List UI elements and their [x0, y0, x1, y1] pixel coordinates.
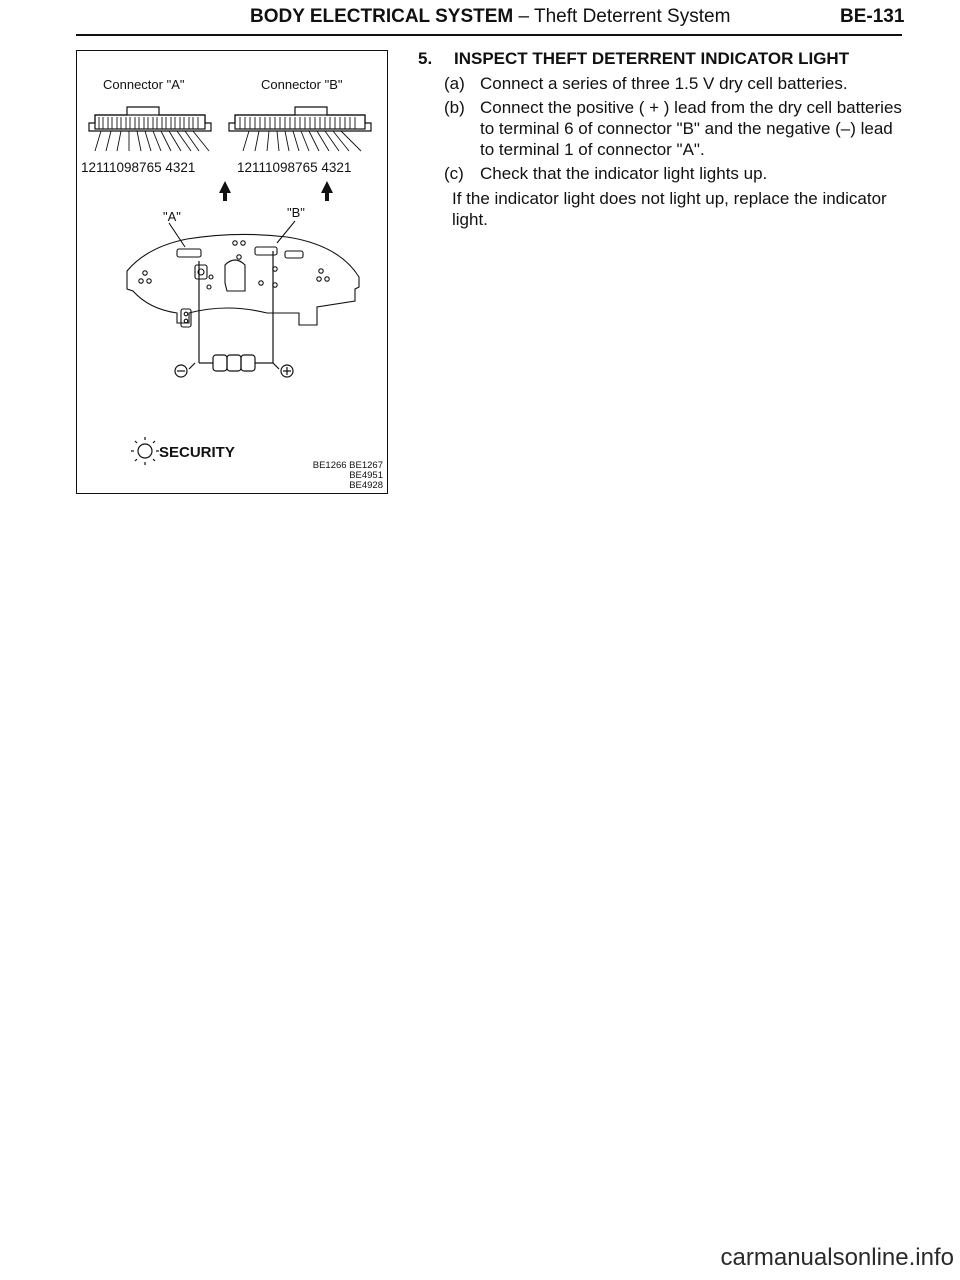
up-arrow-icon — [219, 181, 333, 201]
header-rule — [76, 34, 902, 36]
wiring-figure — [76, 50, 388, 494]
header-title — [250, 6, 730, 28]
connector-b-label: Connector "B" — [261, 77, 343, 92]
positive-terminal-icon — [281, 365, 293, 377]
note: If the indicator light does not light up, replace the indicator light. — [452, 189, 887, 229]
substep-label: (b) — [444, 98, 465, 117]
connector-a — [89, 107, 211, 151]
figure-code: BE4928 — [349, 480, 383, 491]
header-title-rest: – Theft Deterrent System — [513, 6, 731, 27]
combination-meter — [127, 221, 359, 327]
callout-b: "B" — [287, 205, 305, 220]
substep-text: Check that the indicator light lights up. — [480, 164, 768, 183]
figure-codes — [313, 461, 383, 491]
step-title: INSPECT THEFT DETERRENT INDICATOR LIGHT — [454, 49, 850, 68]
connector-b — [229, 107, 371, 151]
step-number: 5. — [418, 49, 433, 68]
indicator-light-icon — [131, 437, 159, 465]
substep-text: Connect a series of three 1.5 V dry cell batteries. — [480, 74, 848, 93]
substep-label: (a) — [444, 74, 465, 93]
terminal-numbers-b: 12111098765 4321 — [237, 160, 352, 175]
page-number: BE-131 — [840, 6, 905, 27]
wiring-diagram — [77, 51, 389, 495]
figure-code: BE4951 — [349, 470, 383, 481]
substep — [444, 97, 908, 160]
figure-code: BE1266 BE1267 — [312, 460, 383, 471]
step-heading — [418, 48, 908, 69]
substep-text: Connect the positive ( + ) lead from the dry cell batteries to terminal 6 of connector "B" and the negative (–) lead to terminal 1 of connector "A". — [480, 98, 902, 159]
substep — [444, 163, 908, 184]
watermark: carmanualsonline.info — [720, 1244, 954, 1271]
connector-a-label: Connector "A" — [103, 77, 185, 92]
page-header — [0, 4, 960, 32]
substep — [444, 73, 908, 94]
security-label: SECURITY — [159, 444, 235, 461]
header-title-bold: BODY ELECTRICAL SYSTEM — [250, 6, 514, 27]
negative-terminal-icon — [175, 365, 187, 377]
instructions — [418, 48, 908, 230]
callout-a: "A" — [163, 209, 181, 224]
terminal-numbers-a: 12111098765 4321 — [81, 160, 196, 175]
substep-label: (c) — [444, 164, 464, 183]
